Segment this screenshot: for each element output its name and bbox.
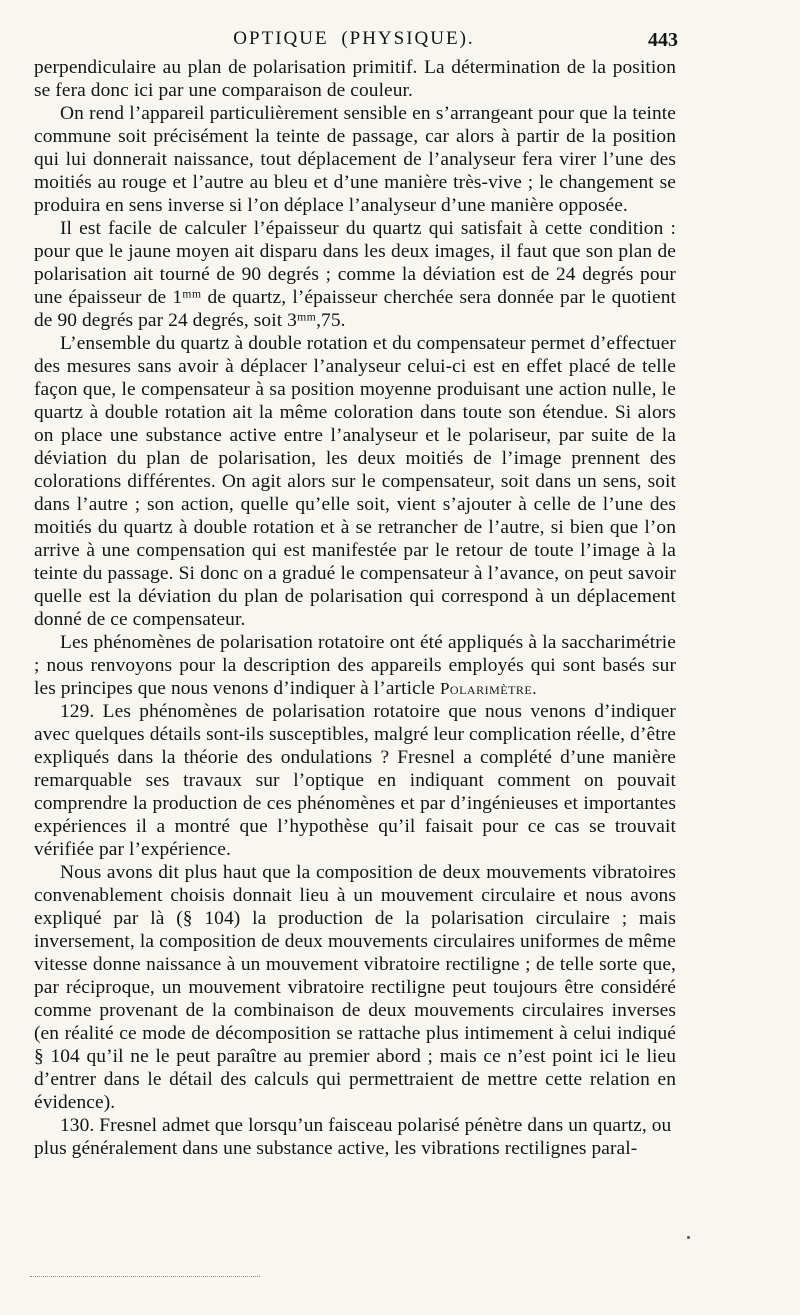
paragraph-epaisseur-quartz: Il est facile de calculer l’épaisseur du quartz qui satisfait à cette condition : pour que le jaune moyen ait disparu dans les deux images, il faut que son plan de polarisation ait tourné de 90 degrés ; comme la déviation est de 24 degrés pour une épaisseur de 1ᵐᵐ de quartz, l’épaisseur cherchée sera donnée par le quotient de 90 degrés par 24 degrés, soit 3ᵐᵐ,75.	[34, 218, 676, 331]
body-text	[34, 56, 676, 1160]
paragraph-teinte-de-passage: On rend l’appareil particulièrement sensible en s’arrangeant pour que la teinte commune soit précisément la teinte de passage, car alors à partir de la position qui lui donnerait naissance, tout déplacement de l’analyseur fera virer l’une des moitiés au rouge et l’autre au bleu et d’une manière très-vive ; le changement se produira en sens inverse si l’on déplace l’analyseur d’une manière opposée.	[34, 103, 676, 216]
paragraph-130: 130. Fresnel admet que lorsqu’un faisceau polarisé pénètre dans un quartz, ou plus généralement dans une substance active, les vibrations rectilignes paral-	[34, 1115, 672, 1159]
paragraph-continuation: perpendiculaire au plan de polarisation primitif. La détermination de la position se fera donc ici par une comparaison de couleur.	[34, 57, 676, 101]
article-reference: Polarimètre.	[439, 679, 538, 698]
paragraph-mouvements-vibratoires: Nous avons dit plus haut que la composition de deux mouvements vibratoires convenablement choisis donnait lieu à un mouvement circulaire et nous avons expliqué par là (§ 104) la production de la polarisation circulaire ; mais inversement, la composition de deux mouvements circulaires uniformes de même vitesse donne naissance à un mouvement vibratoire rectiligne ; de telle sorte que, par réciproque, un mouvement vibratoire rectiligne peut toujours être considéré comme provenant de la combinaison de deux mouvements circulaires inverses (en réalité ce mode de décomposition se rattache plus intimement à celui indiqué § 104 qu’il ne le peut paraître au premier abord ; mais ce n’est point ici le lieu d’entrer dans le détail des calculs qui permettraient de mettre cette relation en évidence).	[34, 862, 676, 1113]
paragraph-saccharimetrie	[34, 631, 676, 700]
paragraph-129: 129. Les phénomènes de polarisation rotatoire que nous venons d’indiquer avec quelques détails sont-ils susceptibles, malgré leur complication réelle, d’être expliqués dans la théorie des ondulations ? Fresnel a complété d’une manière remarquable ses travaux sur l’optique en indiquant comment on pouvait comprendre la production de ces phénomènes et par d’ingénieuses et importantes expériences il a montré que l’hypothèse qu’il faisait pour ce cas se trouvait vérifiée par l’expérience.	[34, 701, 676, 860]
paragraph-compensateur: L’ensemble du quartz à double rotation et du compensateur permet d’effectuer des mesures sans avoir à déplacer l’analyseur celui-ci est en effet placé de telle façon que, le compensateur à sa position moyenne produisant une action nulle, le quartz à double rotation ait la même coloration dans toute son étendue. Si alors on place une substance active entre l’analyseur et le polariseur, par suite de la déviation du plan de polarisation, les deux moitiés de l’image prennent des colorations différentes. On agit alors sur le compensateur, soit dans un sens, soit dans l’autre ; son action, quelle qu’elle soit, vient s’ajouter à celle de l’une des moitiés du quartz à double rotation et à se retrancher de l’autre, si bien que l’on arrive à une compensation qui est manifestée par le retour de toute l’image à la teinte du passage. Si donc on a gradué le compensateur à l’avance, on peut savoir quelle est la déviation du plan de polarisation qui correspond à un déplacement donné de ce compensateur.	[34, 333, 676, 630]
footer-rule	[30, 1276, 260, 1279]
speck-mark	[687, 1236, 690, 1239]
page-header	[34, 28, 678, 58]
running-title: OPTIQUE (PHYSIQUE).	[233, 28, 475, 49]
page-number: 443	[648, 29, 678, 51]
saccharimetrie-text: Les phénomènes de polarisation rotatoire ont été appliqués à la saccharimétrie ; nous renvoyons pour la description des appareils employés qui sont basés sur les principes que nous venons d’indiquer à l’article	[34, 632, 676, 699]
